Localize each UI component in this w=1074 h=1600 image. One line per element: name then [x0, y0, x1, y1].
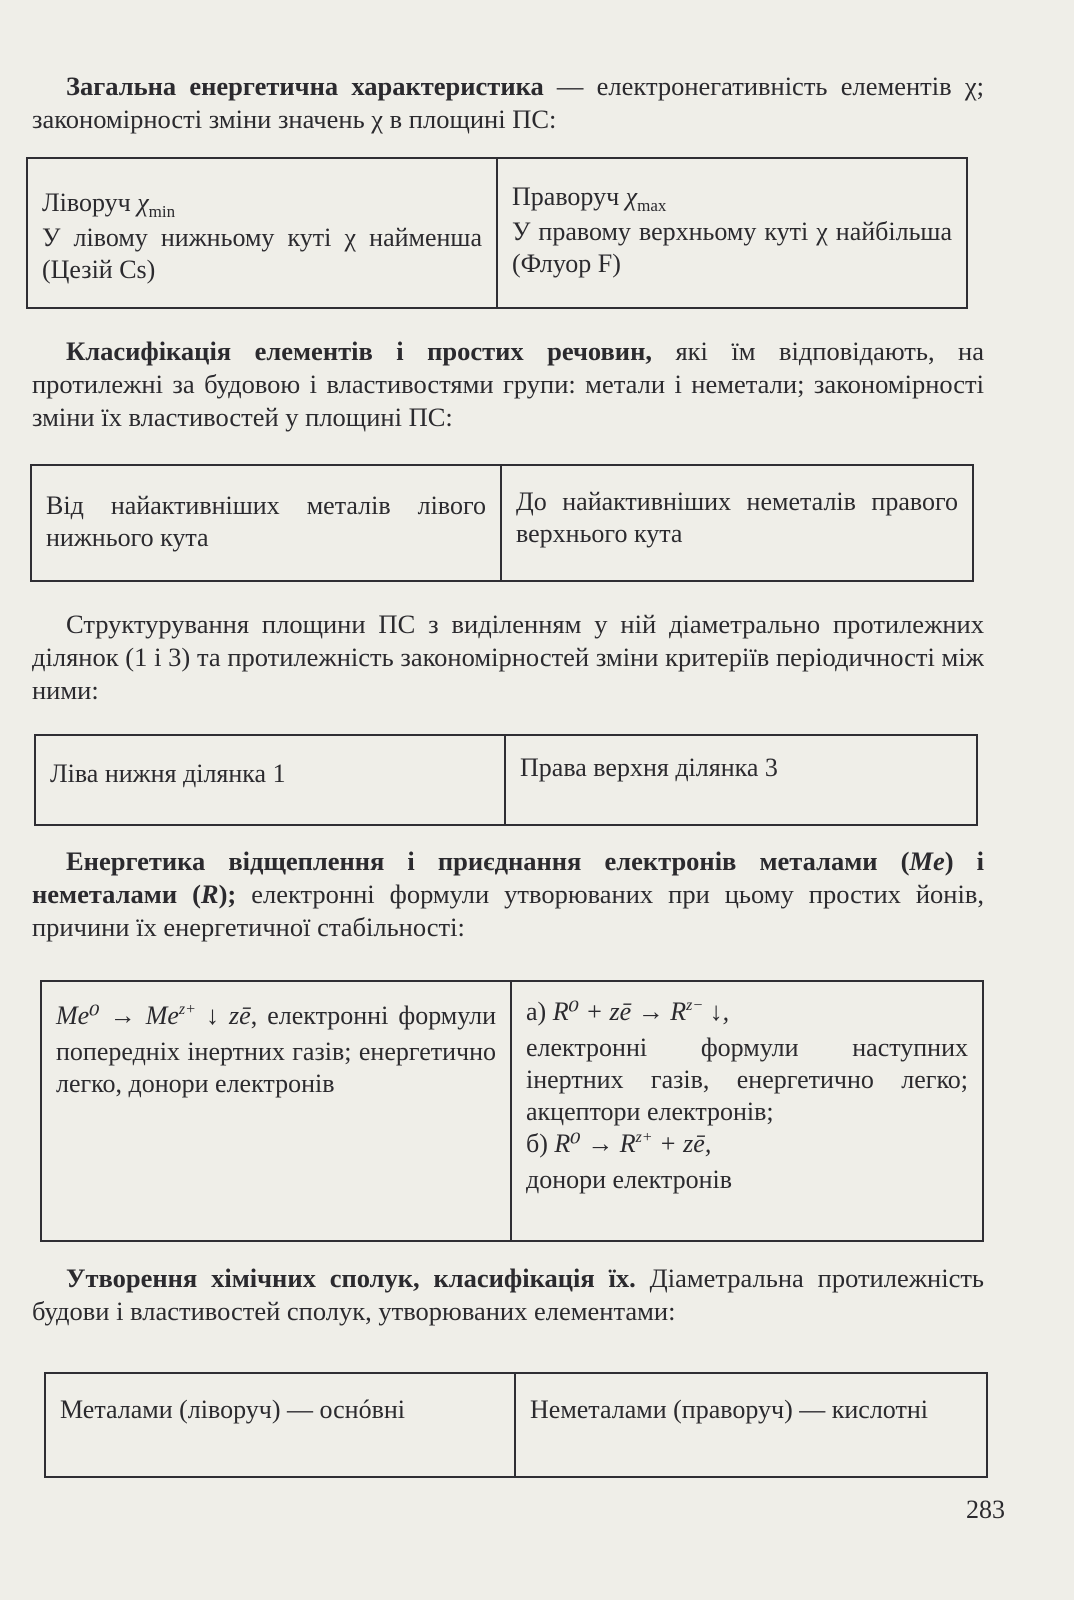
page-number: 283: [966, 1495, 1005, 1524]
paragraph-electronegativity: Загальна енергетична характеристика — електронегативність елементів χ; закономірності зміни значень χ в площині ПС:: [32, 71, 984, 134]
cell-right-nonmetal-ions: а) R⁰ + zē → $R^{z-}$ ↓, електронні формули наступних інертних газів, енергетично легко; акцептори електронів; б) $R^0 \to R^{z+}$ + zē, донори електронів: [511, 981, 983, 1241]
table-energetics: [40, 980, 984, 1242]
table-classification: [30, 464, 974, 582]
cell-right-area: Права верхня ділянка 3: [505, 735, 977, 825]
paragraph-structuring: Структурування площини ПС з виділенням у ній діаметрально протилежних ділянок (1 і 3) та протилежність закономірностей зміни критеріїв періодичності між ними:: [32, 609, 984, 705]
cell-left-electronegativity: Ліворуч $\chi_{min}$ У лівому нижньому куті χ найменша (Цезій Cs): [27, 158, 497, 308]
cell-left-metals: Від найактивніших металів лівого нижнього кута: [31, 465, 501, 581]
cell-left-basic: Металами (ліворуч) — оснóвні: [45, 1373, 515, 1477]
table-compounds: [44, 1372, 988, 1478]
formula-nonmetal-oxidation: $R^0 \to R^{z+}$ + zē,: [554, 1129, 712, 1158]
cell-right-electronegativity: Праворуч $\chi_{max}$ У правому верхньому куті χ найбільша (Флуор F): [497, 158, 967, 308]
heading-classification: Класифікація елементів і простих речовин,: [66, 336, 652, 366]
heading-compounds: Утворення хімічних сполук, класифікація їх.: [66, 1263, 636, 1293]
cell-left-area: Ліва нижня ділянка 1: [35, 735, 505, 825]
paragraph-compounds: Утворення хімічних сполук, класифікація їх. Діаметральна протилежність будови і властивостей сполук, утворюваних елементами:: [32, 1263, 985, 1326]
paragraph-classification: Класифікація елементів і простих речовин, які їм відповідають, на протилежні за будовою і властивостями групи: метали і неметали; закономірності зміни їх властивостей у площині ПС:: [32, 336, 985, 432]
paragraph-energetics: Енергетика відщеплення і приєднання електронів металами (Me) і неметалами (R); електронні формули утворюваних при цьому простих йонів, причини їх енергетичної стабільності:: [32, 846, 985, 942]
table-areas: [34, 734, 978, 826]
table-electronegativity: [26, 157, 968, 309]
heading-energy-characteristic: Загальна енергетична характеристика: [66, 71, 544, 101]
cell-right-nonmetals: До найактивніших неметалів правого верхнього кута: [501, 465, 973, 581]
formula-metal-ionization: $Me^0 \to Me^{z+}$ ↓ zē: [56, 1001, 251, 1030]
cell-right-acidic: Неметалами (праворуч) — кислотні: [515, 1373, 987, 1477]
formula-nonmetal-reduction: R⁰ + zē → $R^{z-}$ ↓,: [552, 997, 730, 1026]
cell-left-metal-ions: $Me^0 \to Me^{z+}$ ↓ zē, електронні формули попередніх інертних газів; енергетично легко, донори електронів: [41, 981, 511, 1241]
